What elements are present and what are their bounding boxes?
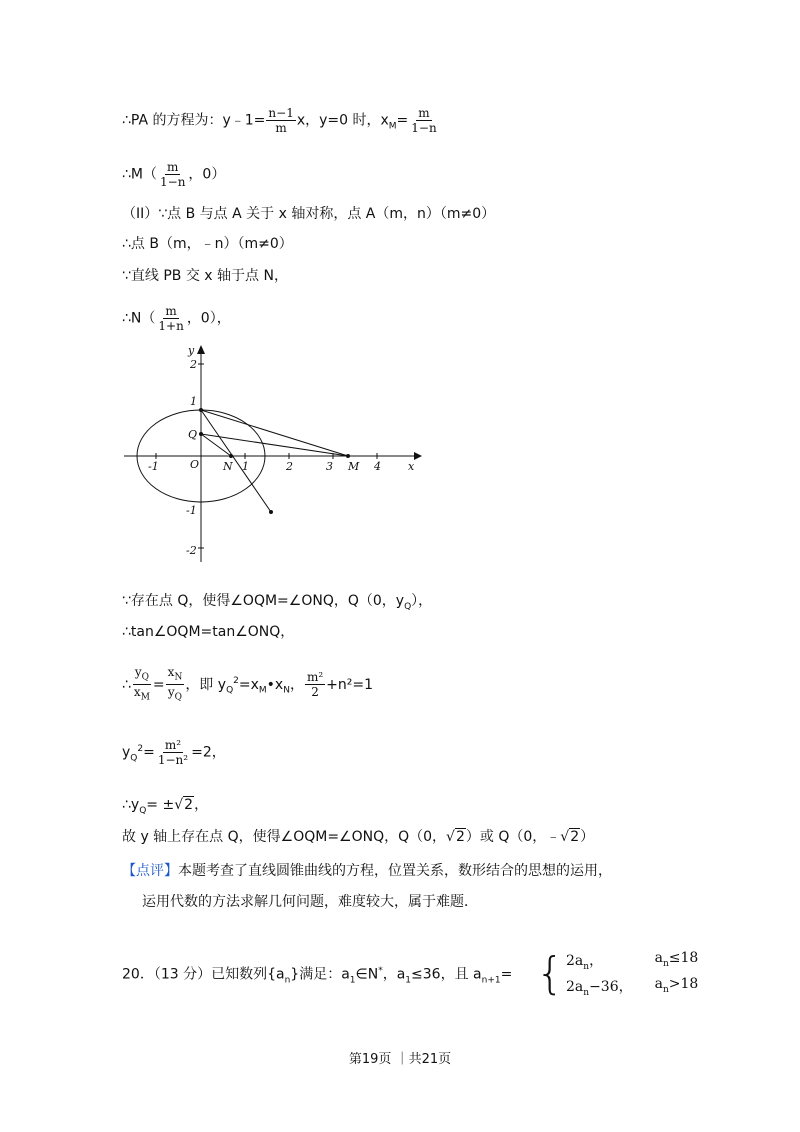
x-tick: -1 (148, 460, 159, 473)
fraction (266, 106, 295, 135)
y-axis-label: y (188, 344, 195, 357)
x-tick: 1 (242, 460, 249, 473)
segment-qm (201, 434, 348, 456)
text: ∴PA 的方程为：y﹣1= (122, 112, 266, 129)
denominator: 1+n (158, 319, 184, 333)
fraction (409, 106, 438, 135)
denominator: 1−n (411, 121, 437, 135)
yq-value-line: $\therefore y_Q= \pm√2$， (122, 797, 209, 816)
fraction (158, 160, 187, 189)
question-20: 20．（13 分）已知数列$\{a_n\}$满足：$a_1\in N^*$，$a_1\le 36$，且 $a_{n+1}=$ (122, 966, 513, 986)
y-axis-arrow (197, 345, 205, 354)
numerator: m (167, 160, 179, 174)
line-pb-text: ∵直线 PB 交 x 轴于点 N， (122, 268, 288, 284)
point-q-dot (199, 432, 203, 436)
text: ∴N（ (122, 310, 156, 327)
part-ii-line: （II）∵点 B 与点 A 关于 x 轴对称，点 A（m，n）（m≠0） (122, 206, 496, 222)
denominator: $x_M$ (133, 685, 150, 703)
denominator: m (275, 121, 287, 135)
tan-line: ∴tan∠OQM=tan∠ONQ， (122, 624, 295, 640)
text: ∴M（ (122, 166, 157, 183)
text: = (152, 676, 165, 693)
text: = (396, 112, 409, 129)
exists-q-line (122, 592, 432, 616)
point-m-line (122, 160, 225, 189)
point-q-label: Q (188, 428, 198, 441)
text: ∵存在点 Q，使得∠OQM=∠ONQ，Q（0，y (122, 593, 405, 609)
conclusion-line: 故 y 轴上存在点 Q，使得∠OQM=∠ONQ，Q（0，√2）或 Q（0，﹣√2） (122, 829, 595, 845)
point-b-line: ∴点 B（m，﹣n）（m≠0） (122, 236, 293, 252)
comment-tag: 【点评】 (122, 863, 178, 879)
subscript: M (388, 121, 397, 132)
piecewise: { $2a_n$， $a_n\le 18$ $2a_n-36$， $a_n>18$ (536, 947, 699, 999)
numerator: m (165, 304, 177, 318)
text: ，0） (188, 166, 226, 183)
text: ，0）， (186, 310, 231, 327)
denominator: 1−n (160, 175, 186, 189)
fraction: $\frac{\text{m²}}{\text{1−n²}}$ (157, 738, 189, 767)
x-tick: 2 (286, 460, 293, 473)
fraction (132, 665, 152, 705)
comment-line (122, 862, 612, 880)
x-tick: 4 (374, 460, 381, 473)
numerator: n−1 (268, 106, 294, 120)
x-tick: 3 (326, 460, 333, 473)
point-b-dot (269, 510, 273, 514)
page-footer: 第19页 ｜共21页 (348, 1052, 452, 1067)
origin-label: O (190, 458, 200, 471)
numerator: m (418, 106, 430, 120)
ratio-line: ∴ $\frac{y_Q}{x_M}$ = $\frac{x_N}{y_Q}$ ，即 $y_Q^2=x_M•x_N$， $\frac{\text{m²}}{2}$ +n²=1 (122, 665, 374, 703)
point-m-dot (346, 454, 350, 458)
y-tick: 2 (190, 358, 197, 371)
segment-pm (201, 410, 348, 456)
y-tick: -1 (186, 504, 197, 517)
numerator: $y_Q$ (133, 665, 151, 685)
pa-equation-line (122, 106, 440, 135)
x-axis-arrow (414, 452, 422, 460)
point-n-line (122, 304, 231, 333)
fraction (166, 665, 185, 705)
text: ∴ (122, 676, 131, 693)
fraction (156, 304, 185, 333)
subscript: Q (404, 601, 412, 612)
numerator: $x_N$ (166, 665, 185, 685)
y-tick: -2 (186, 544, 197, 557)
point-m-label: M (348, 460, 360, 473)
y-tick: 1 (190, 395, 197, 408)
text: ，即 y (185, 676, 227, 693)
comment-text-cont: 运用代数的方法求解几何问题，难度较大，属于难题． (142, 894, 478, 910)
segment-pb (201, 410, 271, 512)
fraction: $\frac{\text{m²}}{2}$ (306, 670, 324, 700)
x-axis-label: x (408, 460, 415, 473)
text: x，y=0 时，x (296, 112, 389, 129)
point-p-dot (199, 408, 203, 412)
coordinate-graph (118, 342, 428, 568)
segment-qn (201, 434, 231, 456)
text: ）， (411, 593, 433, 609)
point-n-label: N (223, 460, 233, 473)
yq-squared-line: $y_Q^2=$ $\frac{\text{m²}}{\text{1−n²}}$ =2， (122, 738, 226, 767)
denominator: $y_Q$ (167, 685, 183, 703)
text: +n²=1 (326, 676, 374, 693)
comment-text: 本题考查了直线圆锥曲线的方程，位置关系，数形结合的思想的运用， (178, 863, 612, 879)
point-n-dot (229, 454, 233, 458)
